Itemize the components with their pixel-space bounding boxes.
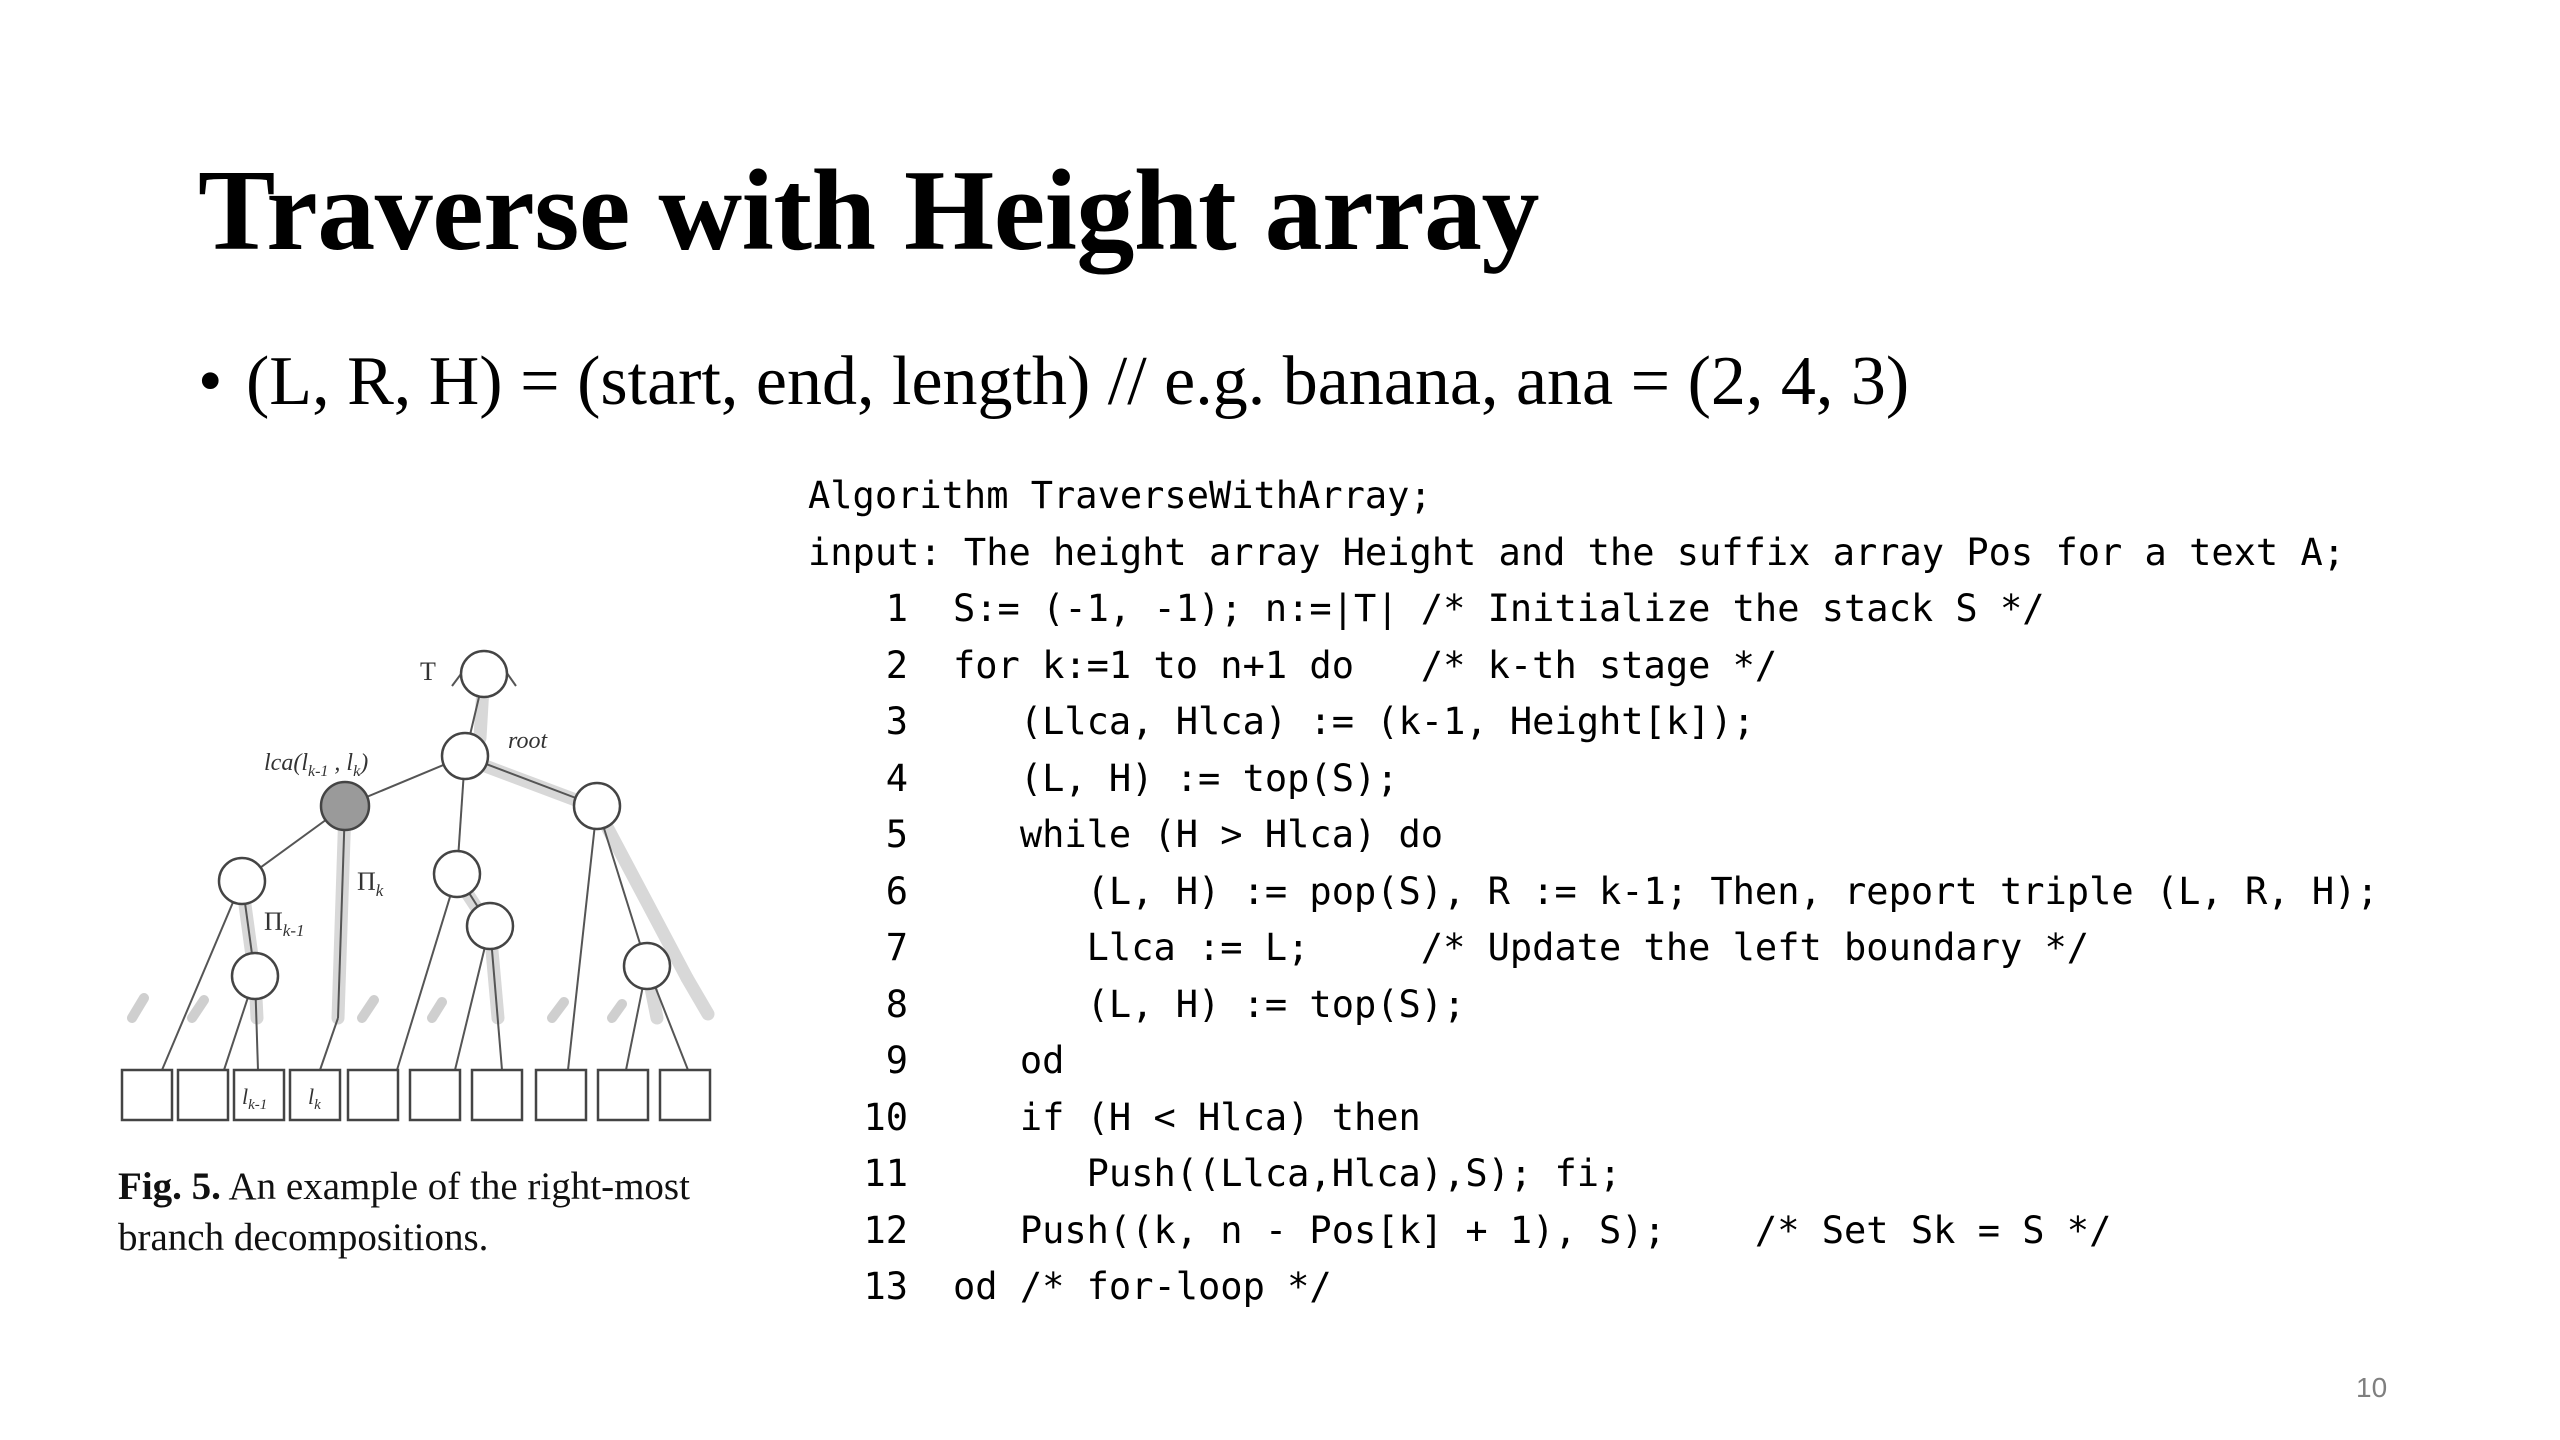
line-code: (L, H) := top(S);	[953, 756, 1399, 800]
figure-caption	[118, 1162, 758, 1263]
label-root: root	[508, 728, 548, 754]
code-line	[808, 920, 2548, 977]
tree-diagram	[112, 638, 722, 1128]
line-code: Llca := L; /* Update the left boundary */	[953, 926, 2090, 969]
line-number: 13	[863, 1265, 908, 1308]
code-line	[808, 694, 2548, 751]
label-pi-k: $\Pi_k$	[357, 867, 384, 900]
line-number: 7	[885, 926, 908, 969]
line-code: Push((Llca,Hlca),S); fi;	[953, 1152, 1622, 1195]
top-node	[461, 651, 507, 697]
line-number: 8	[885, 982, 908, 1026]
lca-node	[321, 782, 369, 830]
line-number: 2	[885, 643, 908, 687]
line-code: Push((k, n - Pos[k] + 1), S); /* Set Sk = S */	[953, 1208, 2112, 1252]
line-number: 9	[885, 1039, 908, 1082]
line-code: (L, H) := pop(S), R := k-1; Then, report triple (L, R, H);	[953, 869, 2379, 913]
label-leaf-k-1: $l_{k-1}$	[242, 1084, 268, 1113]
code-line	[808, 807, 2548, 864]
line-code: for k:=1 to n+1 do /* k-th stage */	[953, 643, 1778, 687]
caption-text: An example of the right-most branch decompositions.	[118, 1165, 690, 1259]
code-line	[808, 864, 2548, 921]
code-line	[808, 638, 2548, 695]
algorithm-header: Algorithm TraverseWithArray;	[808, 474, 1432, 517]
line-code: if (H < Hlca) then	[953, 1095, 1421, 1139]
line-number: 10	[863, 1095, 908, 1139]
bullet-item	[198, 340, 1909, 424]
code-line	[808, 1090, 2548, 1147]
code-line	[808, 581, 2548, 638]
line-code: (L, H) := top(S);	[953, 982, 1466, 1026]
algorithm-input: input: The height array Height and the suffix array Pos for a text A;	[808, 530, 2346, 574]
caption-label: Fig. 5.	[118, 1165, 221, 1208]
code-line	[808, 751, 2548, 808]
algorithm-block	[808, 468, 2548, 1316]
line-number: 3	[885, 700, 908, 743]
code-line	[808, 977, 2548, 1034]
line-code: od	[953, 1039, 1065, 1082]
code-line	[808, 1146, 2548, 1203]
code-line	[808, 1259, 2548, 1316]
line-code: (Llca, Hlca) := (k-1, Height[k]);	[953, 700, 1755, 743]
code-line	[808, 1033, 2548, 1090]
line-number: 12	[863, 1208, 908, 1252]
label-lca: $lca(l_{k-1}$ , $l_k$)	[264, 750, 369, 780]
line-number: 5	[885, 813, 908, 856]
line-number: 6	[885, 869, 908, 913]
line-code: od /* for-loop */	[953, 1265, 1332, 1308]
page-number: 10	[2356, 1372, 2388, 1403]
line-number: 11	[863, 1152, 908, 1195]
bullet-icon: •	[198, 343, 223, 420]
tree-figure	[112, 638, 722, 1128]
code-line	[808, 1203, 2548, 1260]
bullet-text: (L, R, H) = (start, end, length) // e.g. banana, ana = (2, 4, 3)	[246, 343, 1910, 420]
label-leaf-k: $l_k$	[308, 1084, 321, 1113]
line-code: while (H > Hlca) do	[953, 813, 1444, 856]
slide-title: Traverse with Height array	[198, 147, 1540, 275]
label-top: T	[420, 657, 436, 686]
label-pi-k-1: $\Pi_{k-1}$	[264, 907, 305, 940]
line-number: 4	[885, 756, 908, 800]
line-code: S:= (-1, -1); n:=|T| /* Initialize the stack S */	[953, 587, 2045, 630]
line-number: 1	[885, 587, 908, 630]
root-node	[442, 733, 488, 779]
